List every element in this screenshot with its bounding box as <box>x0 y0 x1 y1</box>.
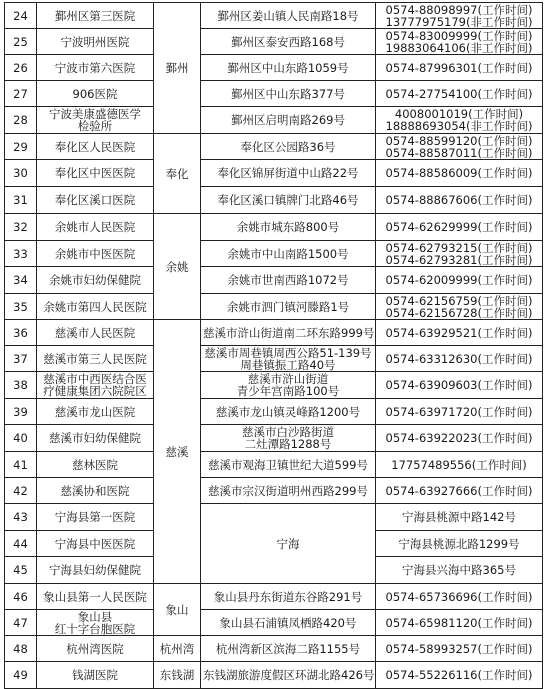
table-row <box>5 29 543 55</box>
hospital-address-line: 慈溪市宗汉街道明州西路299号 <box>208 483 368 498</box>
hospital-phone-line: 0574-88587011(工作时间) <box>385 145 533 160</box>
hospital-phone <box>376 214 543 241</box>
hospital-address-line: 余姚市世南西路1072号 <box>227 273 349 287</box>
district-name: 奉化 <box>154 134 201 214</box>
hospital-address-line: 宁海县桃源北路1299号 <box>398 536 520 551</box>
hospital-phone <box>376 662 543 689</box>
hospital-phone <box>376 584 543 610</box>
hospital-address <box>201 610 376 636</box>
table-row <box>5 294 543 320</box>
hospital-table <box>4 2 543 689</box>
hospital-name-line: 慈林医院 <box>72 457 118 472</box>
hospital-phone-line: 0574-63971720(工作时间) <box>385 404 533 419</box>
district-name: 象山 <box>154 584 201 636</box>
table-row <box>5 504 543 531</box>
table-row <box>5 372 543 399</box>
hospital-address-line: 二灶潭路1288号 <box>244 437 332 451</box>
table-row <box>5 662 543 689</box>
hospital-name-line: 慈溪市妇幼保健院 <box>49 431 141 445</box>
hospital-table-body <box>5 3 543 689</box>
row-number: 46 <box>5 584 37 610</box>
hospital-address <box>201 134 376 160</box>
hospital-name <box>37 241 154 267</box>
hospital-name <box>37 3 154 29</box>
hospital-address-line: 慈溪市浒山街道 <box>247 372 329 386</box>
table-row <box>5 107 543 134</box>
hospital-name <box>37 399 154 425</box>
table-row <box>5 425 543 452</box>
hospital-address <box>201 29 376 55</box>
district-name: 东钱湖 <box>154 662 201 689</box>
hospital-name <box>37 425 154 452</box>
hospital-address <box>201 241 376 267</box>
row-number: 24 <box>5 3 37 29</box>
hospital-address <box>201 320 376 346</box>
hospital-name-line: 906医院 <box>72 86 118 101</box>
hospital-address-line: 余姚市中山南路1500号 <box>227 246 349 261</box>
hospital-phone-line: 0574-88867606(工作时间) <box>385 193 533 207</box>
row-number: 30 <box>5 160 37 187</box>
table-row <box>5 399 543 425</box>
hospital-address-line: 余姚市泗门镇河滕路1号 <box>226 299 350 314</box>
hospital-address-line: 周巷镇振工路40号 <box>240 357 336 372</box>
hospital-address <box>201 636 376 662</box>
hospital-address-line: 宁海县兴海中路365号 <box>402 563 516 577</box>
hospital-address <box>201 107 376 134</box>
hospital-phone-line: 0574-62009999(工作时间) <box>385 273 533 287</box>
row-number: 42 <box>5 478 37 504</box>
row-number: 38 <box>5 372 37 399</box>
hospital-address <box>201 662 376 689</box>
hospital-name <box>37 294 154 320</box>
hospital-name <box>37 531 154 557</box>
hospital-phone-line: 0574-87996301(工作时间) <box>385 60 533 75</box>
hospital-name-line: 宁海县妇幼保健院 <box>49 563 141 577</box>
table-row <box>5 610 543 636</box>
hospital-name-line: 慈溪市第三人民医院 <box>43 351 147 366</box>
hospital-name-line: 慈溪市中西医结合医 <box>43 372 147 386</box>
row-number: 28 <box>5 107 37 134</box>
hospital-phone <box>376 187 543 214</box>
hospital-name <box>37 636 154 662</box>
hospital-phone <box>376 134 543 160</box>
hospital-address <box>201 478 376 504</box>
hospital-name-line: 慈溪协和医院 <box>60 483 130 498</box>
hospital-address-line: 鄞州区中山东路1059号 <box>227 60 349 75</box>
row-number: 45 <box>5 557 37 584</box>
row-number: 39 <box>5 399 37 425</box>
hospital-phone <box>376 160 543 187</box>
table-row <box>5 160 543 187</box>
hospital-address <box>376 557 543 584</box>
hospital-phone-line: 0574-88586009(工作时间) <box>385 166 533 180</box>
hospital-name <box>37 187 154 214</box>
hospital-phone-line: 0574-62156728(工作时间) <box>385 305 533 320</box>
row-number: 32 <box>5 214 37 241</box>
hospital-name-line: 宁波美康盛德医学 <box>49 107 141 121</box>
hospital-phone-line: 0574-88599120(工作时间) <box>385 133 533 148</box>
hospital-name-line: 奉化区中医医院 <box>54 166 136 180</box>
hospital-address <box>201 267 376 294</box>
hospital-phone-line: 0574-62793281(工作时间) <box>385 252 533 267</box>
hospital-phone <box>376 399 543 425</box>
hospital-name <box>37 662 154 689</box>
row-number: 49 <box>5 662 37 689</box>
hospital-phone <box>376 3 543 29</box>
table-row <box>5 584 543 610</box>
hospital-name <box>37 29 154 55</box>
hospital-name-line: 慈溪市人民医院 <box>54 325 136 340</box>
hospital-address-line: 青少年宫南路100号 <box>236 384 340 398</box>
hospital-address <box>201 81 376 107</box>
hospital-address-line: 慈溪市浒山街道南二环东路999号 <box>203 325 375 340</box>
hospital-address-line: 杭州湾新区滨海二路1155号 <box>215 641 361 656</box>
hospital-name-line: 钱湖医院 <box>72 668 118 682</box>
row-number: 25 <box>5 29 37 55</box>
row-number: 44 <box>5 531 37 557</box>
hospital-address-line: 余姚市城东路800号 <box>236 220 340 234</box>
row-number: 40 <box>5 425 37 452</box>
hospital-phone <box>376 55 543 81</box>
hospital-address <box>201 187 376 214</box>
hospital-phone-line: 0574-63909603(工作时间) <box>385 378 533 392</box>
hospital-address-line: 宁海县桃源中路142号 <box>402 510 516 524</box>
table-row <box>5 81 543 107</box>
hospital-phone <box>376 636 543 662</box>
table-row <box>5 187 543 214</box>
table-row <box>5 134 543 160</box>
row-number: 47 <box>5 610 37 636</box>
hospital-address <box>201 399 376 425</box>
hospital-address <box>376 504 543 531</box>
hospital-address <box>201 55 376 81</box>
hospital-address-line: 鄞州区中山东路377号 <box>231 86 345 101</box>
hospital-address <box>201 452 376 478</box>
hospital-name <box>37 610 154 636</box>
hospital-name-line: 疗健康集团六院院区 <box>43 384 147 398</box>
table-row <box>5 452 543 478</box>
hospital-phone <box>376 294 543 320</box>
hospital-address-line: 鄞州区泰安西路168号 <box>231 34 345 49</box>
hospital-name <box>37 372 154 399</box>
row-number: 34 <box>5 267 37 294</box>
hospital-name <box>37 160 154 187</box>
hospital-phone-line: 0574-88098997(工作时间) <box>385 2 533 17</box>
hospital-address <box>201 160 376 187</box>
hospital-phone <box>376 267 543 294</box>
hospital-phone <box>376 452 543 478</box>
hospital-phone <box>376 610 543 636</box>
hospital-address <box>201 3 376 29</box>
table-row <box>5 267 543 294</box>
hospital-name <box>37 134 154 160</box>
hospital-address-line: 慈溪市白沙路街道 <box>242 425 334 439</box>
hospital-phone-line: 0574-63922023(工作时间) <box>385 431 533 445</box>
hospital-phone-line: 0574-65981120(工作时间) <box>385 615 533 630</box>
hospital-name-line: 奉化区溪口医院 <box>54 193 136 207</box>
hospital-name-line: 余姚市人民医院 <box>54 220 136 234</box>
hospital-address-line: 慈溪市观海卫镇世纪大道599号 <box>208 457 368 472</box>
row-number: 35 <box>5 294 37 320</box>
hospital-name-line: 象山县 <box>77 609 113 624</box>
hospital-name-line: 余姚市中医医院 <box>54 246 136 261</box>
hospital-phone-line: 0574-65736696(工作时间) <box>385 589 533 604</box>
hospital-address <box>201 372 376 399</box>
hospital-address-line: 奉化区锦屏街道中山路22号 <box>217 166 359 180</box>
hospital-address <box>201 425 376 452</box>
hospital-name-line: 余姚市第四人民医院 <box>43 299 147 314</box>
district-name: 慈溪 <box>154 320 201 584</box>
hospital-phone-line: 0574-83009999(工作时间) <box>385 28 533 43</box>
hospital-name-line: 慈溪市龙山医院 <box>54 404 136 419</box>
hospital-phone-line: 0574-63927666(工作时间) <box>385 483 533 498</box>
hospital-address-line: 慈溪市周巷镇周西公路51-139号 <box>204 345 372 360</box>
hospital-name-line: 红十字台胞医院 <box>54 621 136 636</box>
hospital-phone <box>376 425 543 452</box>
table-row <box>5 320 543 346</box>
hospital-address <box>201 294 376 320</box>
hospital-phone <box>376 241 543 267</box>
hospital-address-line: 东钱湖旅游度假区环湖北路426号 <box>203 668 375 682</box>
hospital-name-line: 宁波市第六医院 <box>54 60 136 75</box>
hospital-address-line: 鄞州区姜山镇人民南路18号 <box>217 8 359 23</box>
hospital-phone <box>376 107 543 134</box>
hospital-name <box>37 557 154 584</box>
district-name: 宁海 <box>201 504 376 584</box>
hospital-address <box>376 531 543 557</box>
hospital-phone-line: 0574-62156759(工作时间) <box>385 293 533 308</box>
hospital-phone-line: 4008001019(工作时间) <box>394 107 524 121</box>
hospital-phone-line: 0574-63929521(工作时间) <box>385 325 533 340</box>
row-number: 29 <box>5 134 37 160</box>
hospital-name-line: 奉化区人民医院 <box>54 139 136 154</box>
table-row <box>5 3 543 29</box>
table-row <box>5 346 543 372</box>
hospital-phone-line: 0574-63312630(工作时间) <box>385 351 533 366</box>
hospital-name <box>37 504 154 531</box>
hospital-name <box>37 452 154 478</box>
hospital-name <box>37 478 154 504</box>
hospital-phone <box>376 478 543 504</box>
table-row <box>5 241 543 267</box>
district-name: 杭州湾 <box>154 636 201 662</box>
row-number: 27 <box>5 81 37 107</box>
hospital-address-line: 奉化区溪口镇牌门北路46号 <box>217 193 359 207</box>
hospital-name <box>37 267 154 294</box>
hospital-phone-line: 18888693054(非工作时间) <box>385 119 533 133</box>
hospital-address <box>201 584 376 610</box>
hospital-phone-line: 19883064106(非工作时间) <box>385 40 533 55</box>
table-row <box>5 55 543 81</box>
hospital-phone <box>376 29 543 55</box>
hospital-name-line: 杭州湾医院 <box>66 641 124 656</box>
district-name: 余姚 <box>154 214 201 320</box>
hospital-name <box>37 55 154 81</box>
hospital-phone <box>376 320 543 346</box>
row-number: 33 <box>5 241 37 267</box>
row-number: 31 <box>5 187 37 214</box>
table-row <box>5 636 543 662</box>
hospital-address-line: 奉化区公园路36号 <box>240 139 336 154</box>
hospital-address-line: 慈溪市龙山镇灵峰路1200号 <box>215 404 361 419</box>
hospital-phone <box>376 372 543 399</box>
table-row <box>5 214 543 241</box>
hospital-phone-line: 0574-58993257(工作时间) <box>385 641 533 656</box>
hospital-name-line: 鄞州区第三医院 <box>54 8 136 23</box>
row-number: 36 <box>5 320 37 346</box>
hospital-name <box>37 214 154 241</box>
row-number: 41 <box>5 452 37 478</box>
hospital-phone-line: 0574-55226116(工作时间) <box>385 668 533 682</box>
hospital-address <box>201 214 376 241</box>
row-number: 37 <box>5 346 37 372</box>
hospital-phone <box>376 346 543 372</box>
row-number: 48 <box>5 636 37 662</box>
district-name: 鄞州 <box>154 3 201 134</box>
hospital-name <box>37 81 154 107</box>
hospital-address-line: 象山县丹东街道东谷路291号 <box>213 589 363 604</box>
hospital-address <box>201 346 376 372</box>
hospital-name <box>37 346 154 372</box>
hospital-name <box>37 584 154 610</box>
hospital-phone <box>376 81 543 107</box>
hospital-phone-line: 0574-27754100(工作时间) <box>385 86 533 101</box>
hospital-name-line: 宁波明州医院 <box>60 34 130 49</box>
hospital-name <box>37 320 154 346</box>
hospital-phone-line: 0574-62629999(工作时间) <box>385 220 533 234</box>
hospital-address-line: 象山县石浦镇凤栖路420号 <box>219 615 357 630</box>
hospital-name-line: 检验所 <box>77 119 113 133</box>
hospital-address-line: 鄞州区启明南路269号 <box>231 113 345 127</box>
table-row <box>5 478 543 504</box>
hospital-name <box>37 107 154 134</box>
row-number: 43 <box>5 504 37 531</box>
row-number: 26 <box>5 55 37 81</box>
hospital-name-line: 宁海县第一医院 <box>54 510 136 524</box>
hospital-name-line: 象山县第一人民医院 <box>43 589 147 604</box>
hospital-phone-line: 13777975179(非工作时间) <box>385 14 533 29</box>
hospital-phone-line: 0574-62793215(工作时间) <box>385 240 533 255</box>
hospital-name-line: 宁海县中医医院 <box>54 536 136 551</box>
hospital-name-line: 余姚市妇幼保健院 <box>49 273 141 287</box>
hospital-phone-line: 17757489556(工作时间) <box>391 457 527 472</box>
